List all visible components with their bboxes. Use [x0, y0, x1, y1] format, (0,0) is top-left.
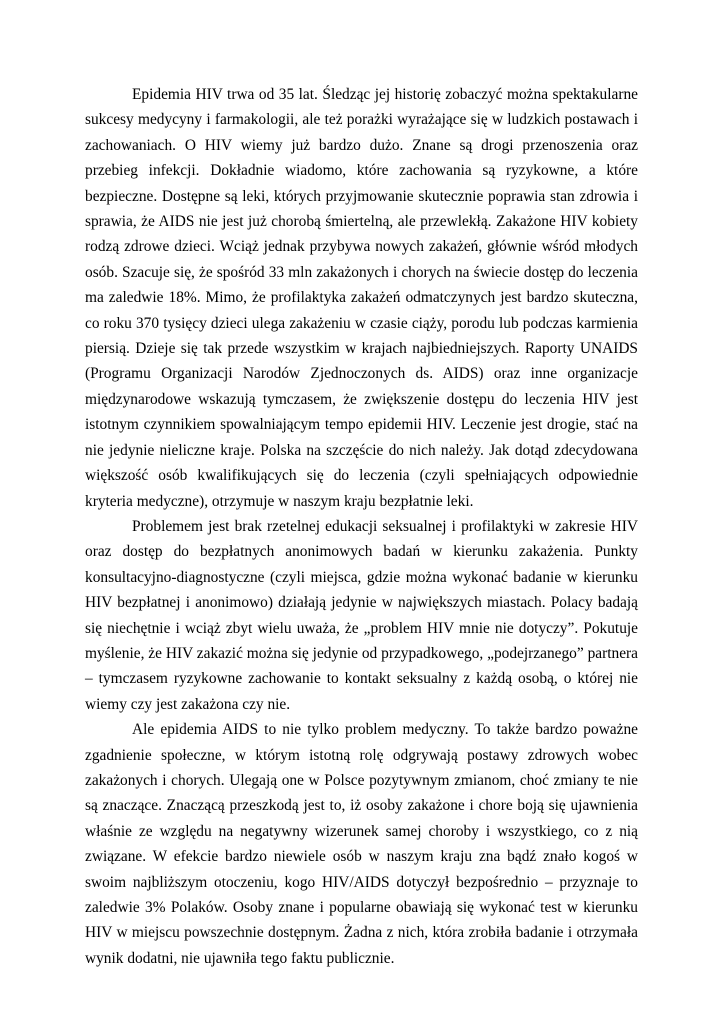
paragraph-3: Ale epidemia AIDS to nie tylko problem medyczny. To także bardzo poważne zgadnienie społeczne, w którym istotną rolę odgrywają postawy zdrowych wobec zakażonych i chorych. Ulegają one w Polsce pozytywnym zmianom, choć zmiany te nie są znaczące. Znaczącą przeszkodą jest to, iż osoby zakażone i chore boją się ujawnienia właśnie ze względu na negatywny wizerunek samej choroby i wszystkiego, co z nią związane. W efekcie bardzo niewiele osób w naszym kraju zna bądź znało kogoś w swoim najbliższym otoczeniu, kogo HIV/AIDS dotyczył bezpośrednio – przyznaje to zaledwie 3% Polaków. Osoby znane i popularne obawiają się wykonać test w kierunku HIV w miejscu powszechnie dostępnym. Żadna z nich, która zrobiła badanie i otrzymała wynik dodatni, nie ujawniła tego faktu publicznie.: [85, 721, 638, 967]
body-text: [85, 82, 638, 971]
paragraph-2: Problemem jest brak rzetelnej edukacji seksualnej i profilaktyki w zakresie HIV oraz dostęp do bezpłatnych anonimowych badań w kierunku zakażenia. Punkty konsultacyjno-diagnostyczne (czyli miejsca, gdzie można wykonać badanie w kierunku HIV bezpłatnej i anonimowo) działają jedynie w największych miastach. Polacy badają się niechętnie i wciąż zbyt wielu uważa, że „problem HIV mnie nie dotyczy”. Pokutuje myślenie, że HIV zakazić można się jedynie od przypadkowego, „podejrzanego” partnera – tymczasem ryzykowne zachowanie to kontakt seksualny z każdą osobą, o której nie wiemy czy jest zakażona czy nie.: [85, 517, 638, 713]
paragraph-1: Epidemia HIV trwa od 35 lat. Śledząc jej historię zobaczyć można spektakularne sukcesy medycyny i farmakologii, ale też porażki wyrażające się w ludzkich postawach i zachowaniach. O HIV wiemy już bardzo dużo. Znane są drogi przenoszenia oraz przebieg infekcji. Dokładnie wiadomo, które zachowania są ryzykowne, a które bezpieczne. Dostępne są leki, których przyjmowanie skutecznie poprawia stan zdrowia i sprawia, że AIDS nie jest już chorobą śmiertelną, ale przewlekłą. Zakażone HIV kobiety rodzą zdrowe dzieci. Wciąż jednak przybywa nowych zakażeń, głównie wśród młodych osób. Szacuje się, że spośród 33 mln zakażonych i chorych na świecie dostęp do leczenia ma zaledwie 18%. Mimo, że profilaktyka zakażeń odmatczynych jest bardzo skuteczna, co roku 370 tysięcy dzieci ulega zakażeniu w czasie ciąży, porodu lub podczas karmienia piersią. Dzieje się tak przede wszystkim w krajach najbiedniejszych. Raporty UNAIDS (Programu Organizacji Narodów Zjednoczonych ds. AIDS) oraz inne organizacje międzynarodowe wskazują tymczasem, że zwiększenie dostępu do leczenia HIV jest istotnym czynnikiem spowalniającym tempo epidemii HIV. Leczenie jest drogie, stać na nie jedynie nieliczne kraje. Polska na szczęście do nich należy. Jak dotąd zdecydowana większość osób kwalifikujących się do leczenia (czyli spełniających odpowiednie kryteria medyczne), otrzymuje w naszym kraju bezpłatnie leki.: [85, 86, 638, 510]
